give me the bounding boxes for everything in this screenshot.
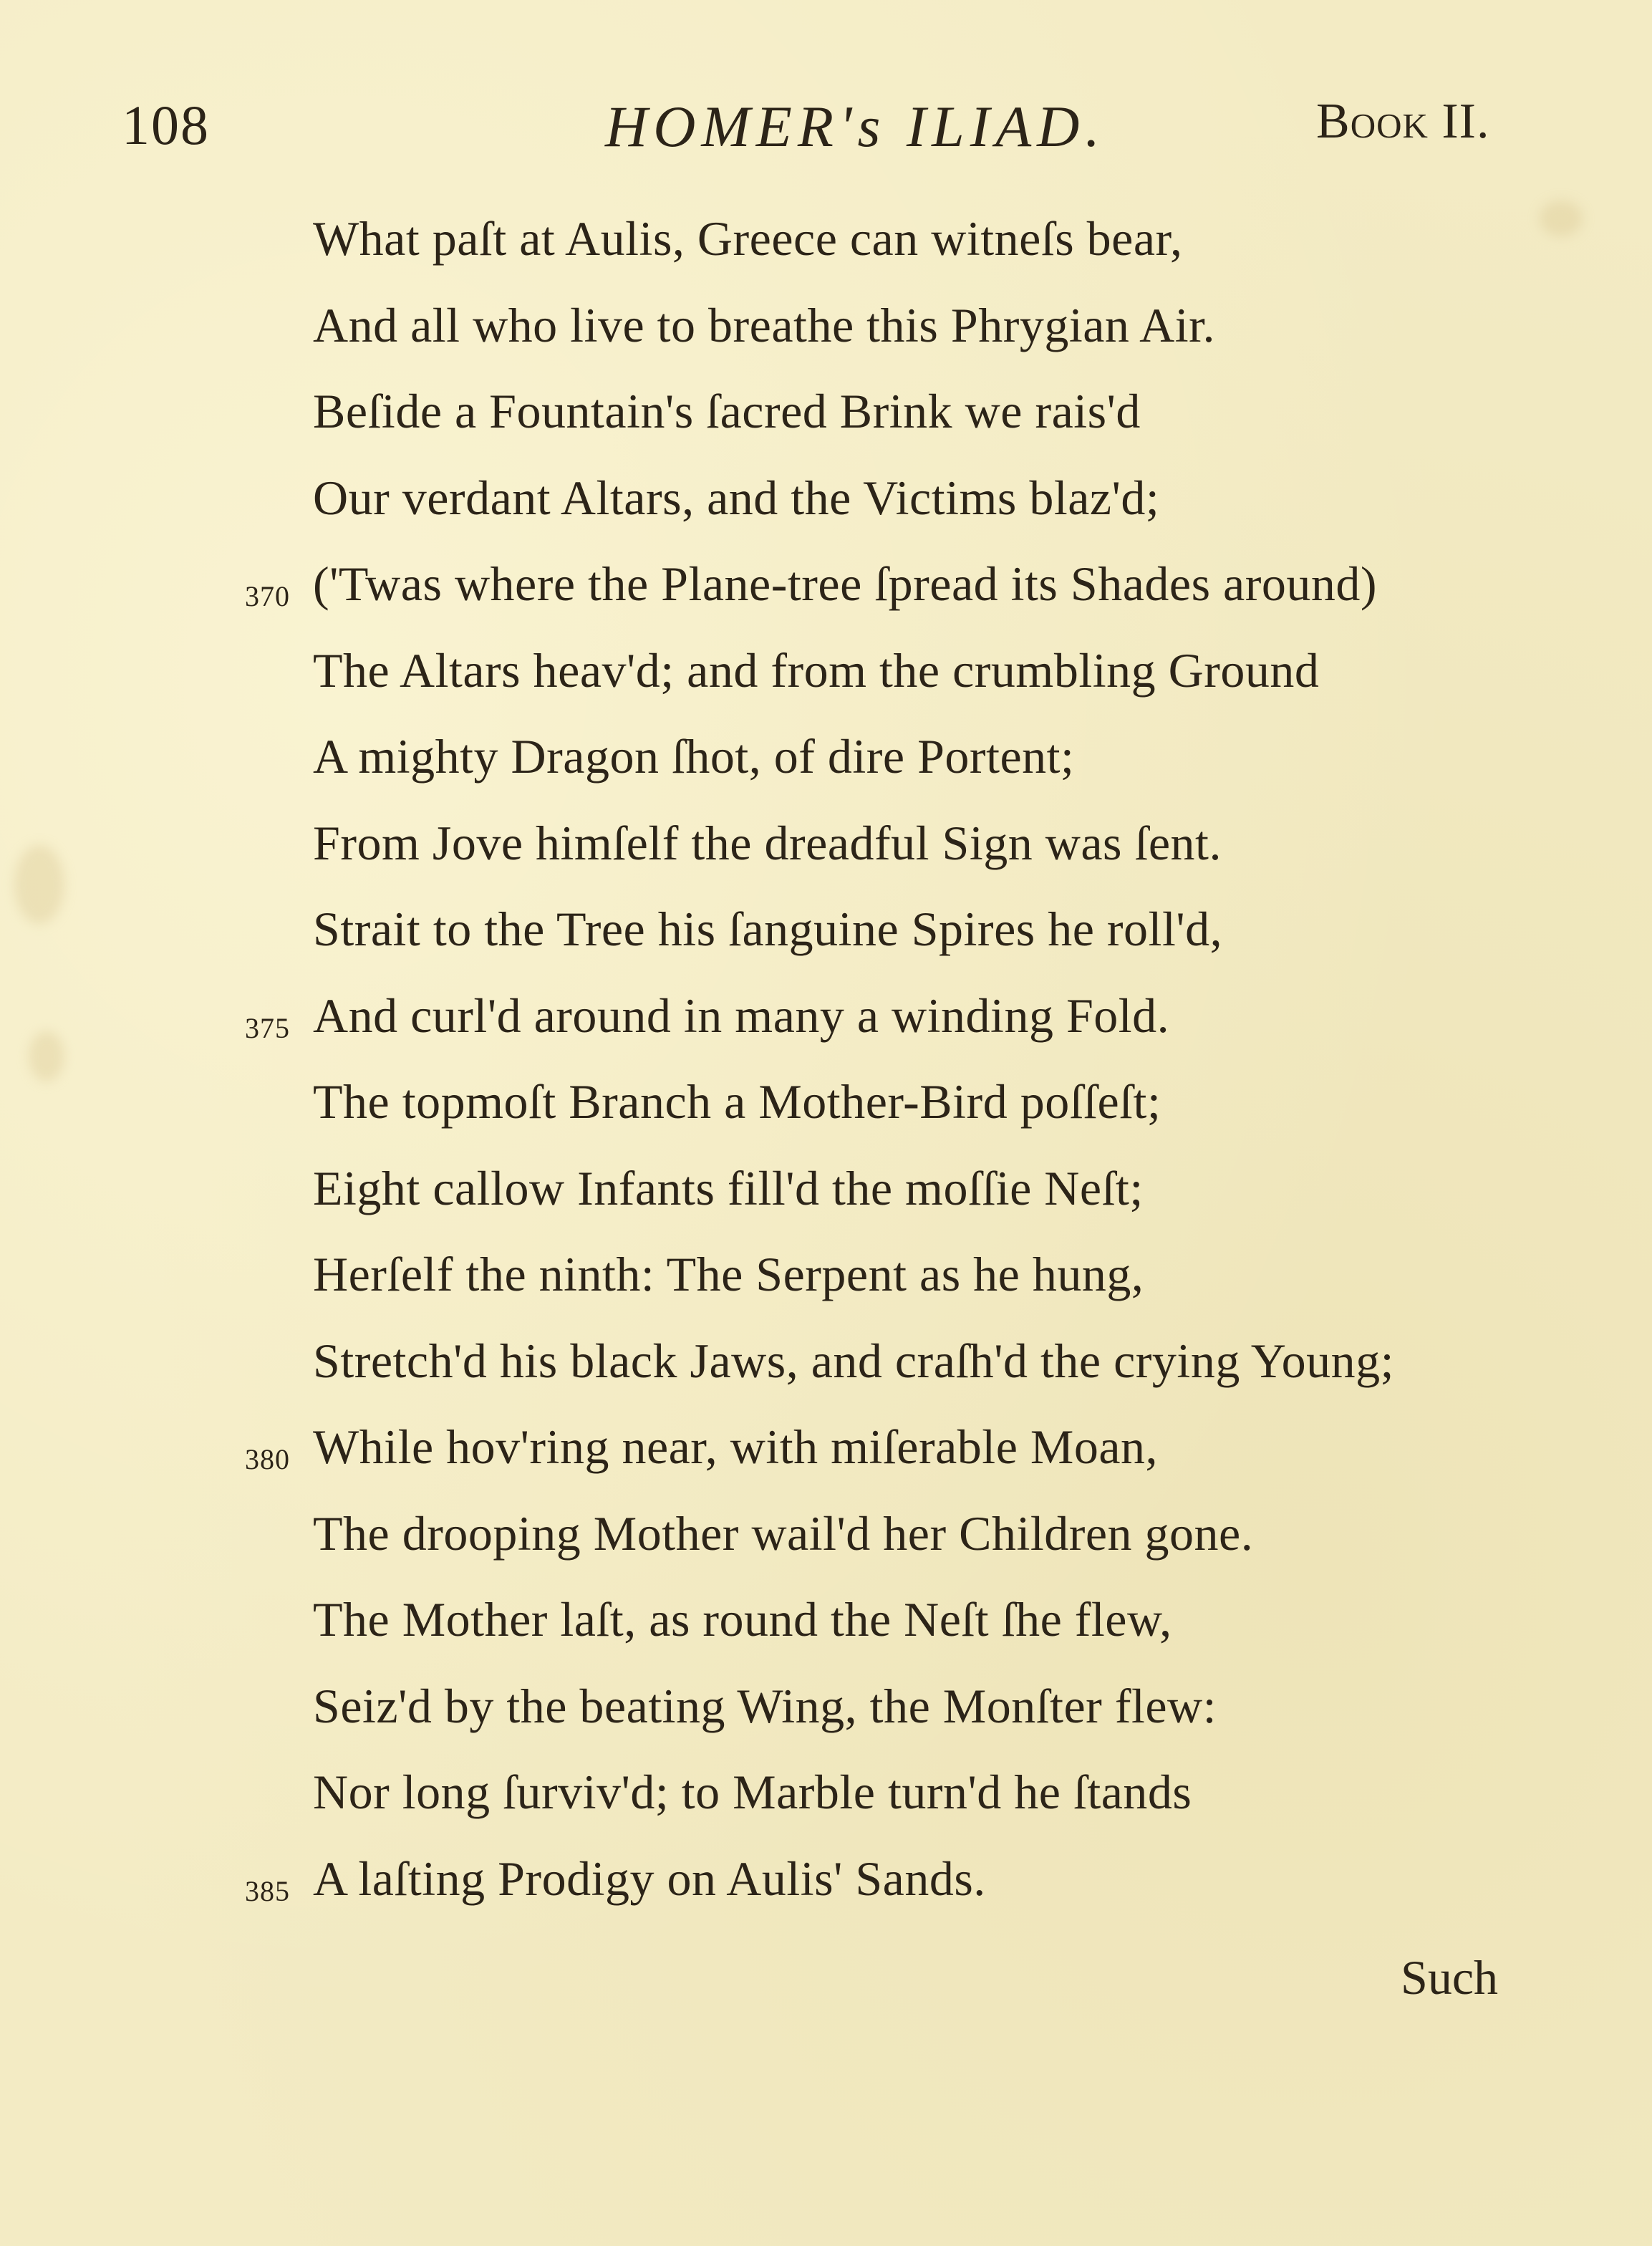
verse-text: Seiz'd by the beating Wing, the Monſter flew: — [313, 1678, 1217, 1733]
verse-text: Nor long ſurviv'd; to Marble turn'd he ſtands — [313, 1765, 1192, 1819]
verse-text: While hov'ring near, with miſerable Moan, — [313, 1420, 1159, 1474]
verse-line — [0, 1760, 1652, 1846]
verse-text: The Mother laſt, as round the Neſt ſhe flew, — [313, 1592, 1172, 1647]
book-label: Book II. — [1316, 94, 1490, 149]
verse-line — [0, 1501, 1652, 1588]
running-title: HOMER's ILIAD. — [605, 94, 1106, 159]
verse-line — [0, 1846, 1652, 1933]
verse-line — [0, 206, 1652, 293]
line-number: 370 — [245, 580, 290, 612]
verse-line — [0, 1587, 1652, 1674]
verse-line — [0, 1156, 1652, 1243]
verse-text: From Jove himſelf the dreadful Sign was ſent. — [313, 815, 1222, 870]
verse-text: Our verdant Altars, and the Victims blaz'd; — [313, 470, 1160, 525]
verse-text: Herſelf the ninth: The Serpent as he hung, — [313, 1247, 1144, 1301]
line-number: 385 — [245, 1874, 290, 1907]
verse-line — [0, 638, 1652, 725]
verse-text: And all who live to breathe this Phrygian Air. — [313, 297, 1216, 352]
running-header — [0, 93, 1652, 165]
verse-text: A laſting Prodigy on Aulis' Sands. — [313, 1851, 986, 1906]
catchword: Such — [1401, 1950, 1498, 2005]
verse-line — [0, 897, 1652, 983]
verse-line — [0, 1242, 1652, 1329]
verse-line — [0, 379, 1652, 466]
verse-text: ('Twas where the Plane-tree ſpread its Shades around) — [313, 556, 1378, 611]
verse-line — [0, 293, 1652, 380]
verse-text: The topmoſt Branch a Mother-Bird poſſeſt; — [313, 1074, 1161, 1129]
verse-text: What paſt at Aulis, Greece can witneſs bear, — [313, 211, 1183, 266]
verse-line — [0, 1674, 1652, 1760]
verse-text: A mighty Dragon ſhot, of dire Portent; — [313, 729, 1075, 784]
verse-line — [0, 1069, 1652, 1156]
verse-text: Stretch'd his black Jaws, and craſh'd the crying Young; — [313, 1333, 1394, 1388]
line-number: 380 — [245, 1443, 290, 1475]
verse-line — [0, 466, 1652, 552]
page-number: 108 — [122, 94, 210, 156]
line-number: 375 — [245, 1011, 290, 1044]
verse-block — [0, 206, 1652, 1932]
verse-line — [0, 983, 1652, 1070]
verse-text: Beſide a Fountain's ſacred Brink we rais'd — [313, 384, 1141, 438]
verse-text: Eight callow Infants fill'd the moſſie Neſt; — [313, 1160, 1144, 1215]
verse-text: The drooping Mother wail'd her Children gone. — [313, 1505, 1254, 1561]
verse-line — [0, 724, 1652, 811]
verse-line — [0, 551, 1652, 638]
verse-line — [0, 811, 1652, 897]
verse-line — [0, 1414, 1652, 1501]
verse-line — [0, 1329, 1652, 1415]
verse-text: The Altars heav'd; and from the crumbling Ground — [313, 642, 1320, 698]
verse-text: And curl'd around in many a winding Fold. — [313, 988, 1170, 1043]
verse-text: Strait to the Tree his ſanguine Spires he roll'd, — [313, 902, 1223, 956]
